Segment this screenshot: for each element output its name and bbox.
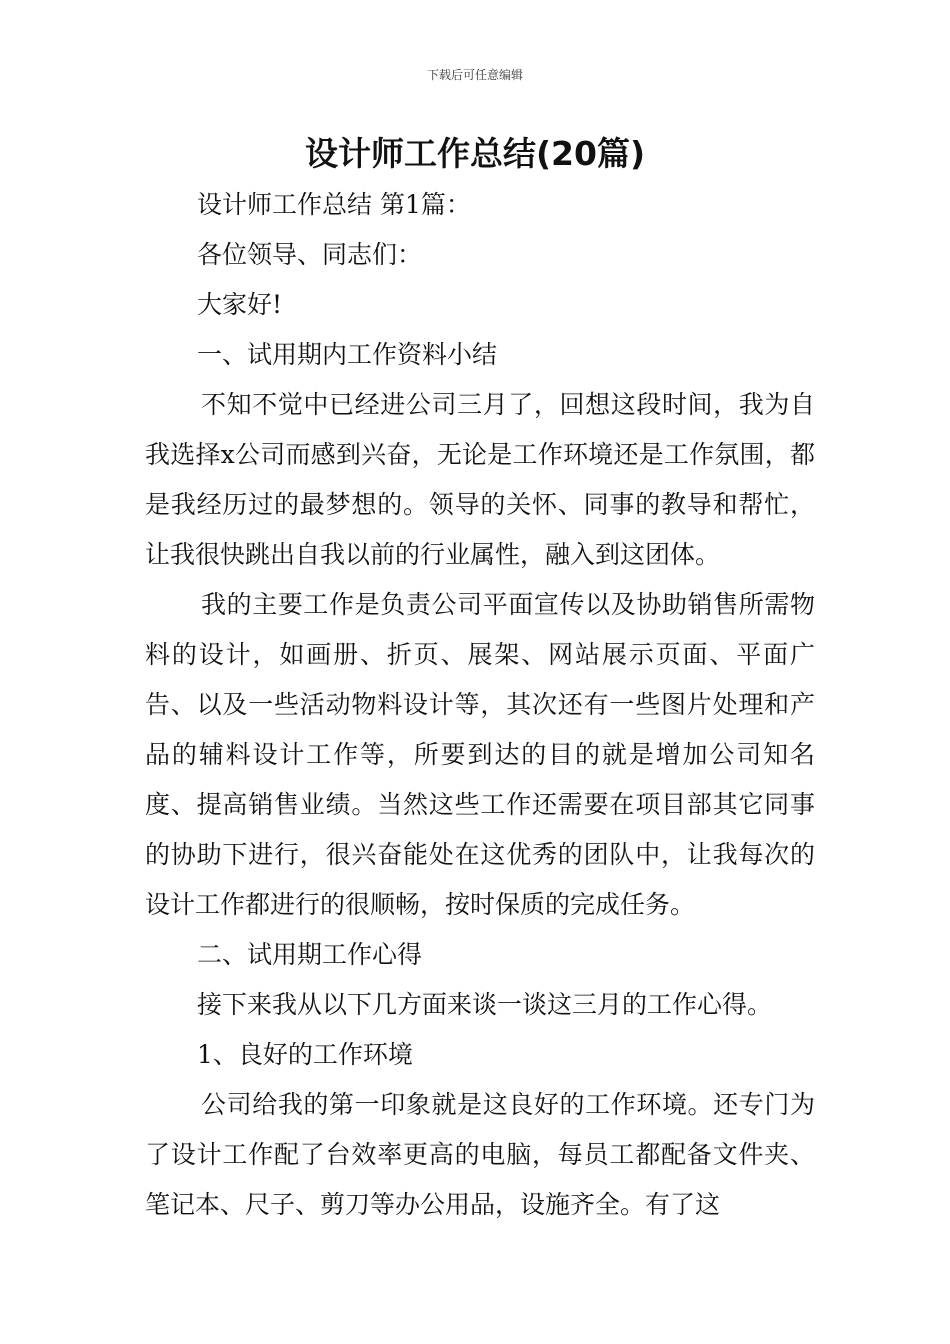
document-body (145, 180, 815, 1230)
salutation: 各位领导、同志们： (197, 240, 423, 269)
subheading: 一、试用期内工作资料小结 (197, 340, 498, 369)
document-title: 设计师工作总结(20篇) (304, 134, 646, 173)
paragraph: 接下来我从以下几方面来谈一谈这三月的工作心得。 (197, 990, 773, 1019)
paragraph: 我的主要工作是负责公司平面宣传以及协助销售所需物料的设计，如画册、折页、展架、网站展示页面、平面广告、以及一些活动物料设计等，其次还有一些图片处理和产品的辅料设计工作等，所要到达的目的就是增加公司知名度、提高销售业绩。当然这些工作还需要在项目部其它同事的协助下进行，很兴奋能处在这优秀的团队中，让我每次的设计工作都进行的很顺畅，按时保质的完成任务。 (145, 590, 815, 919)
header-note: 下载后可任意编辑 (426, 68, 523, 82)
subheading: 1、良好的工作环境 (197, 1040, 413, 1069)
section-heading: 设计师工作总结 第1篇： (197, 190, 471, 219)
greeting: 大家好! (197, 290, 283, 319)
paragraph: 公司给我的第一印象就是这良好的工作环境。还专门为了设计工作配了台效率更高的电脑，每员工都配备文件夹、笔记本、尺子、剪刀等办公用品，设施齐全。有了这 (145, 1090, 815, 1219)
subheading: 二、试用期工作心得 (197, 940, 423, 969)
paragraph: 不知不觉中已经进公司三月了，回想这段时间，我为自我选择x公司而感到兴奋，无论是工作环境还是工作氛围，都是我经历过的最梦想的。领导的关怀、同事的教导和帮忙，让我很快跳出自我以前的行业属性，融入到这团体。 (145, 390, 815, 569)
